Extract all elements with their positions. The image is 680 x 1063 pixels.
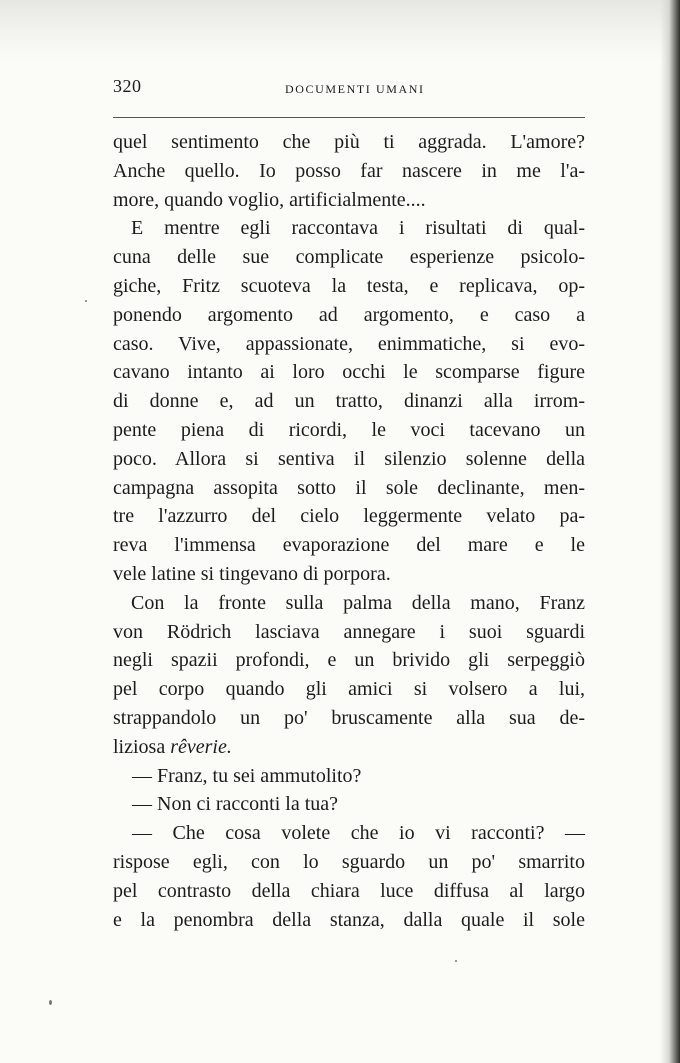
text-line: giche, Fritz scuoteva la testa, e replicava, op- bbox=[113, 274, 585, 297]
text-line: cuna delle sue complicate esperienze psicolo- bbox=[113, 246, 585, 269]
dialogue-line: — Che cosa volete che io vi racconti? — bbox=[132, 822, 585, 845]
text-line: campagna assopita sotto il sole declinante, men- bbox=[113, 476, 585, 499]
page-header bbox=[113, 76, 585, 102]
page-number: 320 bbox=[113, 76, 142, 96]
dialogue-line: — Non ci racconti la tua? bbox=[132, 793, 339, 816]
text-line: pel corpo quando gli amici si volsero a lui, bbox=[113, 678, 585, 701]
text-line: tre l'azzurro del cielo leggermente velato pa- bbox=[113, 505, 585, 528]
text-line: rispose egli, con lo sguardo un po' smarrito bbox=[113, 850, 585, 873]
text-line: Anche quello. Io posso far nascere in me l'a- bbox=[113, 159, 585, 182]
header-rule bbox=[113, 117, 585, 118]
text-line: caso. Vive, appassionate, enimmatiche, si evo- bbox=[113, 332, 585, 355]
italic-word: rêverie. bbox=[170, 735, 232, 758]
text-line: pente piena di ricordi, le voci tacevano un bbox=[113, 418, 585, 441]
text-line bbox=[113, 733, 585, 762]
text-line: ponendo argomento ad argomento, e caso a bbox=[113, 303, 585, 326]
text-line: Con la fronte sulla palma della mano, Franz bbox=[131, 591, 585, 614]
text-fragment: liziosa bbox=[113, 735, 166, 758]
text-line: strappandolo un po' bruscamente alla sua de- bbox=[113, 706, 585, 729]
text-line: von Rödrich lasciava annegare i suoi sguardi bbox=[113, 620, 585, 643]
scan-speck bbox=[85, 300, 87, 302]
scan-speck bbox=[455, 960, 457, 962]
text-line: vele latine si tingevano di porpora. bbox=[113, 562, 391, 585]
text-line: E mentre egli raccontava i risultati di qual- bbox=[131, 217, 585, 240]
text-line: e la penombra della stanza, dalla quale il sole bbox=[113, 908, 585, 931]
body-text bbox=[113, 128, 585, 934]
page-edge-shadow bbox=[660, 0, 680, 1063]
scan-speck bbox=[49, 1000, 52, 1005]
running-head: DOCUMENTI UMANI bbox=[285, 82, 425, 96]
dialogue-line: — Franz, tu sei ammutolito? bbox=[132, 764, 362, 787]
text-line: di donne e, ad un tratto, dinanzi alla irrom- bbox=[113, 390, 585, 413]
text-line: pel contrasto della chiara luce diffusa al largo bbox=[113, 879, 585, 902]
scan-shadow-top bbox=[0, 0, 680, 60]
text-line: reva l'immensa evaporazione del mare e le bbox=[113, 534, 585, 557]
text-line: cavano intanto ai loro occhi le scomparse figure bbox=[113, 361, 585, 384]
text-line: poco. Allora si sentiva il silenzio solenne della bbox=[113, 447, 585, 470]
text-line: quel sentimento che più ti aggrada. L'amore? bbox=[113, 131, 585, 153]
text-line: more, quando voglio, artificialmente.... bbox=[113, 188, 426, 211]
text-line: negli spazii profondi, e un brivido gli serpeggiò bbox=[113, 649, 585, 672]
